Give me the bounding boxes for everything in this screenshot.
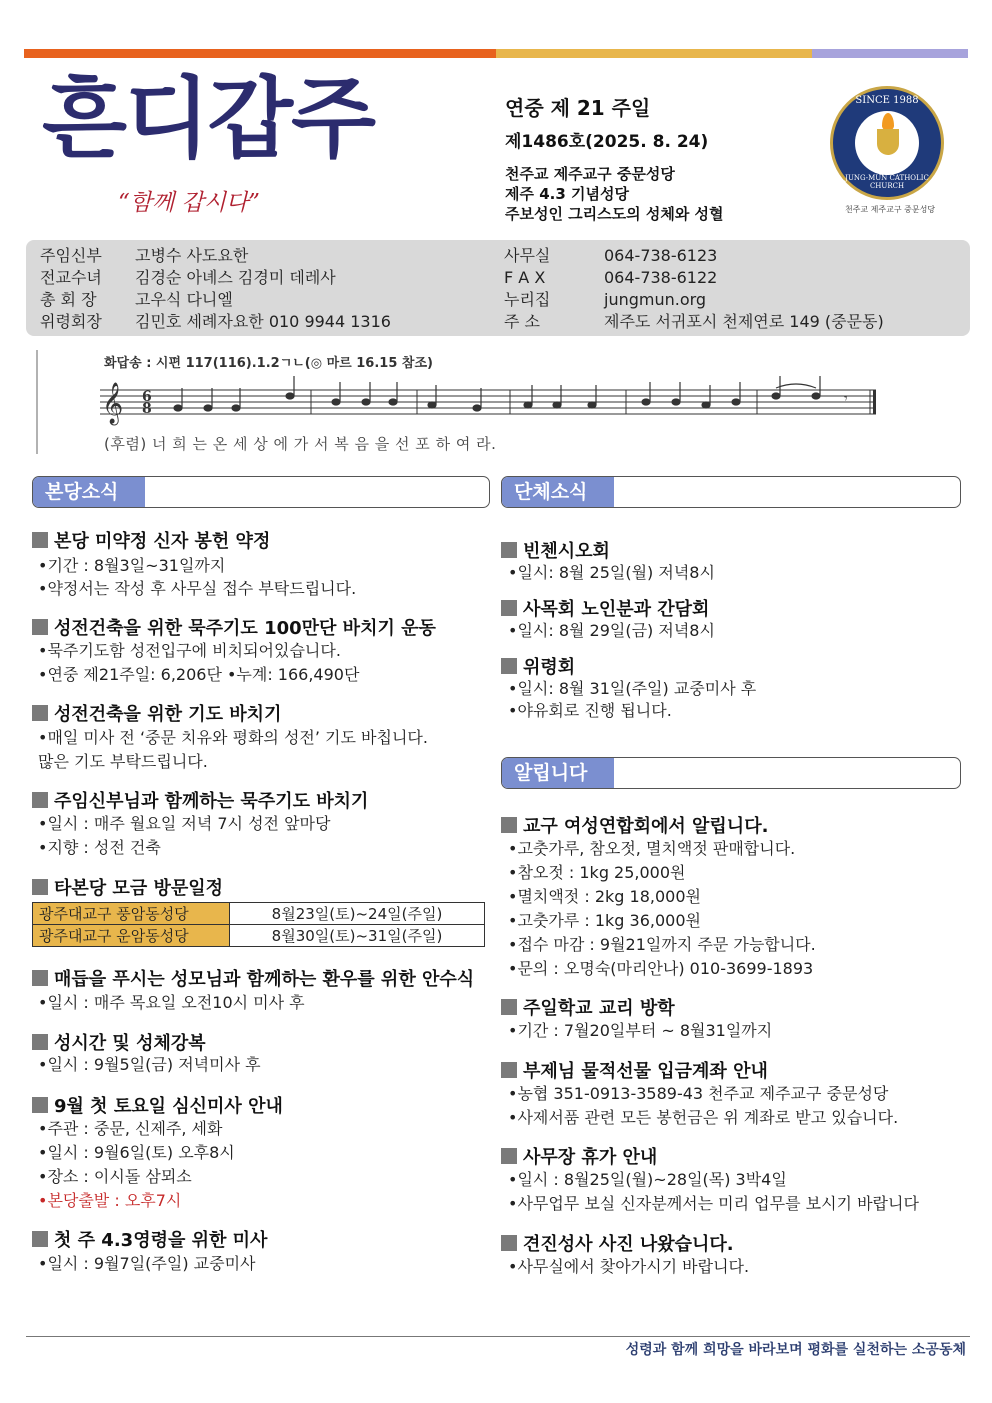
article-line-highlight: •본당출발 : 오후7시 xyxy=(38,1191,182,1210)
article-title: 첫 주 4.3영령을 위한 미사 xyxy=(32,1226,267,1252)
header-stripe-orange xyxy=(24,49,496,58)
staff-row: 총 회 장 고우식 다니엘 xyxy=(40,290,233,309)
square-bullet-icon xyxy=(32,879,48,895)
square-bullet-icon xyxy=(501,817,517,833)
seal-since-text: SINCE 1988 xyxy=(855,95,919,106)
article-line: •참오젓 : 1kg 25,000원 xyxy=(508,863,686,882)
newsletter-title: 흔디갑주 xyxy=(42,66,375,170)
square-bullet-icon xyxy=(32,1231,48,1247)
article-title: 성전건축을 위한 기도 바치기 xyxy=(32,700,281,726)
patron-name: 주보성인 그리스도의 성체와 성혈 xyxy=(505,205,724,223)
article-title: 위령회 xyxy=(501,653,575,679)
square-bullet-icon xyxy=(501,1062,517,1078)
seal-caption: 천주교 제주교구 중문성당 xyxy=(844,205,936,214)
parish-name: 천주교 제주교구 중문성당 xyxy=(505,165,675,183)
table-row: 광주대교구 풍암동성당 8월23일(토)~24일(주일) xyxy=(33,903,485,925)
square-bullet-icon xyxy=(32,1034,48,1050)
website-link[interactable]: jungmun.org xyxy=(604,290,707,309)
article-line: •기간 : 8월3일~31일까지 xyxy=(38,556,226,575)
staff-row: 위령회장 김민호 세례자요한 010 9944 1316 xyxy=(40,312,391,331)
staff-row: 주임신부 고병수 사도요한 xyxy=(40,246,249,265)
article-line: •사무업무 보실 신자분께서는 미리 업무를 보시기 바랍니다 xyxy=(508,1194,919,1213)
square-bullet-icon xyxy=(501,658,517,674)
article-line: •고춧가루 : 1kg 36,000원 xyxy=(508,911,701,930)
article-title: 주임신부님과 함께하는 묵주기도 바치기 xyxy=(32,787,368,813)
article-line: •멸치액젓 : 2kg 18,000원 xyxy=(508,887,701,906)
svg-text:𝄞: 𝄞 xyxy=(102,383,124,424)
article-line: •야유회로 진행 됩니다. xyxy=(508,701,672,720)
article-line: •묵주기도함 성전입구에 비치되어있습니다. xyxy=(38,641,341,660)
article-line: •일시: 8월 31일(주일) 교중미사 후 xyxy=(508,679,757,698)
parish-info-box xyxy=(26,240,970,336)
article-line: •장소 : 이시돌 삼뫼소 xyxy=(38,1167,192,1186)
section-header-parish-news: 본당소식 xyxy=(32,476,490,508)
article-line: •사무실에서 찾아가시기 바랍니다. xyxy=(508,1257,750,1276)
square-bullet-icon xyxy=(32,792,48,808)
article-line: •일시 : 8월25일(월)~28일(목) 3박4일 xyxy=(508,1170,787,1189)
staff-row: 전교수녀 김경순 아녜스 김경미 데레사 xyxy=(40,268,336,287)
svg-text:𝄾: 𝄾 xyxy=(844,391,848,407)
article-title: 주일학교 교리 방학 xyxy=(501,994,675,1020)
issue-number: 제1486호(2025. 8. 24) xyxy=(505,132,709,152)
contact-row: 누리집 jungmun.org xyxy=(504,290,707,309)
table-row: 광주대교구 운암동성당 8월30일(토)~31일(주일) xyxy=(33,925,485,947)
article-line: •지향 : 성전 건축 xyxy=(38,838,161,857)
church-seal-logo xyxy=(830,86,944,200)
psalm-title: 화답송 : 시편 117(116).1.2ㄱㄴ(◎ 마르 16.15 참조) xyxy=(104,356,433,371)
article-line: •연중 제21주일: 6,206단 •누계: 166,490단 xyxy=(38,665,360,684)
article-line: •접수 마감 : 9월21일까지 주문 가능합니다. xyxy=(508,935,816,954)
header-stripe-gold xyxy=(496,49,812,58)
footer-divider xyxy=(26,1336,970,1337)
section-header-group-news: 단체소식 xyxy=(501,476,961,508)
square-bullet-icon xyxy=(32,970,48,986)
contact-row: 사무실 064-738-6123 xyxy=(504,246,718,265)
article-title: 교구 여성연합회에서 알립니다. xyxy=(501,812,768,838)
sunday-title: 연중 제 21 주일 xyxy=(505,96,651,120)
article-title: 매듭을 푸시는 성모님과 함께하는 환우를 위한 안수식 xyxy=(32,965,474,991)
article-line: •사제서품 관련 모든 봉헌금은 위 계좌로 받고 있습니다. xyxy=(508,1108,899,1127)
article-title: 성시간 및 성체강복 xyxy=(32,1029,206,1055)
article-line: •일시: 8월 29일(금) 저녁8시 xyxy=(508,621,715,640)
article-title: 빈첸시오회 xyxy=(501,537,610,563)
article-line: 많은 기도 부탁드립니다. xyxy=(38,752,208,771)
contact-row: F A X 064-738-6122 xyxy=(504,268,718,287)
header-stripe-lavender xyxy=(812,49,968,58)
article-line: •고춧가루, 참오젓, 멸치액젓 판매합니다. xyxy=(508,839,796,858)
article-line: •일시 : 매주 월요일 저녁 7시 성전 앞마당 xyxy=(38,814,331,833)
svg-text:6: 6 xyxy=(142,389,152,405)
section-header-notices: 알립니다 xyxy=(501,757,961,789)
article-title: 사목회 노인분과 간담회 xyxy=(501,595,709,621)
article-title: 성전건축을 위한 묵주기도 100만단 바치기 운동 xyxy=(32,614,436,640)
article-line: •일시: 8월 25일(월) 저녁8시 xyxy=(508,563,715,582)
article-line: •일시 : 9월5일(금) 저녁미사 후 xyxy=(38,1055,261,1074)
article-title: 9월 첫 토요일 심신미사 안내 xyxy=(32,1092,283,1118)
article-line: •기간 : 7월20일부터 ~ 8월31일까지 xyxy=(508,1021,773,1040)
article-line: •약정서는 작성 후 사무실 접수 부탁드립니다. xyxy=(38,579,357,598)
article-line: •일시 : 9월6일(토) 오후8시 xyxy=(38,1143,235,1162)
article-title: 부제님 물적선물 입금계좌 안내 xyxy=(501,1057,768,1083)
article-line: •매일 미사 전 ‘중문 치유와 평화의 성전’ 기도 바칩니다. xyxy=(38,728,428,747)
square-bullet-icon xyxy=(501,999,517,1015)
square-bullet-icon xyxy=(32,1097,48,1113)
newsletter-motto: “함께 갑시다” xyxy=(118,190,260,216)
square-bullet-icon xyxy=(32,705,48,721)
article-title: 사무장 휴가 안내 xyxy=(501,1143,657,1169)
chalice-icon xyxy=(877,129,899,155)
square-bullet-icon xyxy=(32,619,48,635)
article-title: 본당 미약정 신자 봉헌 약정 xyxy=(32,527,270,553)
square-bullet-icon xyxy=(32,532,48,548)
square-bullet-icon xyxy=(501,1148,517,1164)
square-bullet-icon xyxy=(501,1235,517,1251)
contact-row: 주 소 제주도 서귀포시 천제연로 149 (중문동) xyxy=(504,312,884,331)
square-bullet-icon xyxy=(501,542,517,558)
masthead-info xyxy=(505,92,724,224)
psalm-lyrics: (후렴) 너 희 는 온 세 상 에 가 서 복 음 을 선 포 하 여 라. xyxy=(104,435,497,453)
footer-slogan: 성령과 함께 희망을 바라보며 평화를 실천하는 소공동체 xyxy=(625,1342,966,1358)
square-bullet-icon xyxy=(501,600,517,616)
svg-text:8: 8 xyxy=(142,401,152,417)
article-line: •문의 : 오명숙(마리안나) 010-3699-1893 xyxy=(508,959,814,978)
article-title: 타본당 모금 방문일정 xyxy=(32,874,223,900)
article-title: 견진성사 사진 나왔습니다. xyxy=(501,1230,734,1256)
visit-schedule-table xyxy=(32,902,485,947)
article-line: •농협 351-0913-3589-43 천주교 제주교구 중문성당 xyxy=(508,1084,889,1103)
article-line: •일시 : 9월7일(주일) 교중미사 xyxy=(38,1254,256,1273)
article-line: •주관 : 중문, 신제주, 세화 xyxy=(38,1119,223,1138)
memorial-name: 제주 4.3 기념성당 xyxy=(505,185,629,203)
article-line: •일시 : 매주 목요일 오전10시 미사 후 xyxy=(38,993,305,1012)
seal-church-text: JUNG-MUN CATHOLIC CHURCH xyxy=(845,174,929,190)
